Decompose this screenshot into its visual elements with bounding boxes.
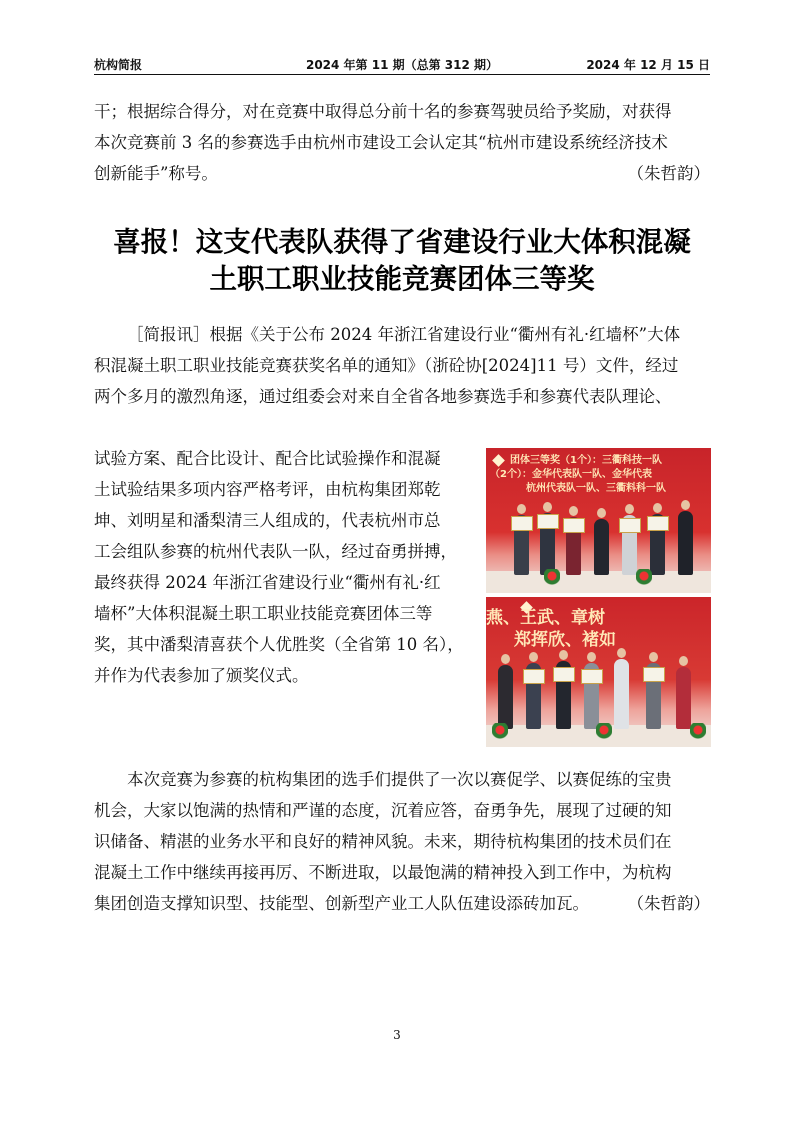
certificate-icon (643, 667, 665, 682)
certificate-icon (537, 514, 559, 529)
banner-text: 燕、王武、章树 (486, 608, 605, 628)
flower-pot-icon (636, 569, 652, 589)
text-line: 本次竞赛为参赛的杭构集团的选手们提供了一次以赛促学、以赛促练的宝贵 (127, 770, 672, 789)
certificate-icon (553, 667, 575, 682)
flower-pot-icon (544, 569, 560, 589)
flower-pot-icon (596, 723, 612, 743)
banner-text: 杭州代表队一队、三衢料科一队 (526, 483, 666, 494)
text-line: 识储备、精湛的业务水平和良好的精神风貌。未来，期待杭构集团的技术员们在 (94, 832, 672, 851)
banner-text: 团体三等奖（1个）：三衢科技一队 (510, 455, 662, 466)
award-ceremony-photo-2 (486, 597, 711, 747)
text-line: 干；根据综合得分，对在竞赛中取得总分前十名的参赛驾驶员给予奖励，对获得 (94, 102, 672, 121)
text-line: ［简报讯］根据《关于公布 2024 年浙江省建设行业“衢州有礼·红墙杯”大体 (127, 325, 681, 344)
header-rule (94, 74, 710, 75)
header-issue: 2024 年第 11 期（总第 312 期） (305, 58, 499, 72)
text-line: 积混凝土职工职业技能竞赛获奖名单的通知》（浙砼协[2024]11 号）文件，经过 (94, 356, 679, 375)
article-paragraph-2 (94, 764, 710, 919)
certificate-icon (511, 516, 533, 531)
person-figure (676, 667, 691, 729)
certificate-icon (647, 516, 669, 531)
certificate-icon (563, 518, 585, 533)
text-line: 最终获得 2024 年浙江省建设行业“衢州有礼·红 (94, 573, 441, 592)
title-line: 土职工职业技能竞赛团体三等奖 (209, 263, 595, 295)
certificate-icon (523, 669, 545, 684)
person-figure (678, 511, 693, 575)
header-publication: 杭构简报 (94, 58, 143, 72)
flower-pot-icon (690, 723, 706, 743)
text-line: 试验方案、配合比设计、配合比试验操作和混凝 (94, 449, 441, 468)
intro-paragraph (94, 96, 710, 189)
banner-text: 郑挥欣、褚如 (514, 630, 616, 650)
text-line-content: 集团创造支撑知识型、技能型、创新型产业工人队伍建设添砖加瓦。 (94, 894, 589, 913)
text-line (94, 158, 710, 189)
article-paragraph-1 (94, 319, 710, 412)
flower-pot-icon (492, 723, 508, 743)
text-line: 混凝土工作中继续再接再厉、不断进取，以最饱满的精神投入到工作中，为杭构 (94, 863, 672, 882)
article-title (94, 224, 710, 298)
text-line: 机会，大家以饱满的热情和严谨的态度，沉着应答，奋勇争先，展现了过硬的知 (94, 801, 672, 820)
text-line-content: 创新能手”称号。 (94, 164, 218, 183)
title-line: 喜报！这支代表队获得了省建设行业大体积混凝 (113, 226, 691, 258)
header-date: 2024 年 12 月 15 日 (586, 58, 710, 72)
certificate-icon (581, 669, 603, 684)
running-header (94, 52, 710, 74)
banner-text: （2个）：金华代表队一队、金华代表 (490, 469, 652, 480)
text-line (94, 888, 710, 919)
text-line: 工会组队参赛的杭州代表队一队，经过奋勇拼搏， (94, 542, 457, 561)
text-line: 坤、刘明星和潘梨清三人组成的，代表杭州市总 (94, 511, 441, 530)
text-line: 奖，其中潘梨清喜获个人优胜奖（全省第 10 名）， (94, 635, 464, 654)
text-line: 两个多月的激烈角逐，通过组委会对来自全省各地参赛选手和参赛代表队理论、 (94, 387, 672, 406)
person-figure (498, 665, 513, 729)
award-ceremony-photo-1 (486, 448, 711, 593)
page-number: 3 (393, 1028, 401, 1042)
person-figure (594, 519, 609, 575)
text-line: 并作为代表参加了颁奖仪式。 (94, 666, 309, 685)
intro-byline: （朱哲韵） (627, 164, 710, 183)
person-figure (614, 659, 629, 729)
text-line: 土试验结果多项内容严格考评，由杭构集团郑乾 (94, 480, 441, 499)
article-byline: （朱哲韵） (627, 894, 710, 913)
text-line: 墙杯”大体积混凝土职工职业技能竞赛团体三等 (94, 604, 433, 623)
text-line: 本次竞赛前 3 名的参赛选手由杭州市建设工会认定其“杭州市建设系统经济技术 (94, 133, 668, 152)
certificate-icon (619, 518, 641, 533)
